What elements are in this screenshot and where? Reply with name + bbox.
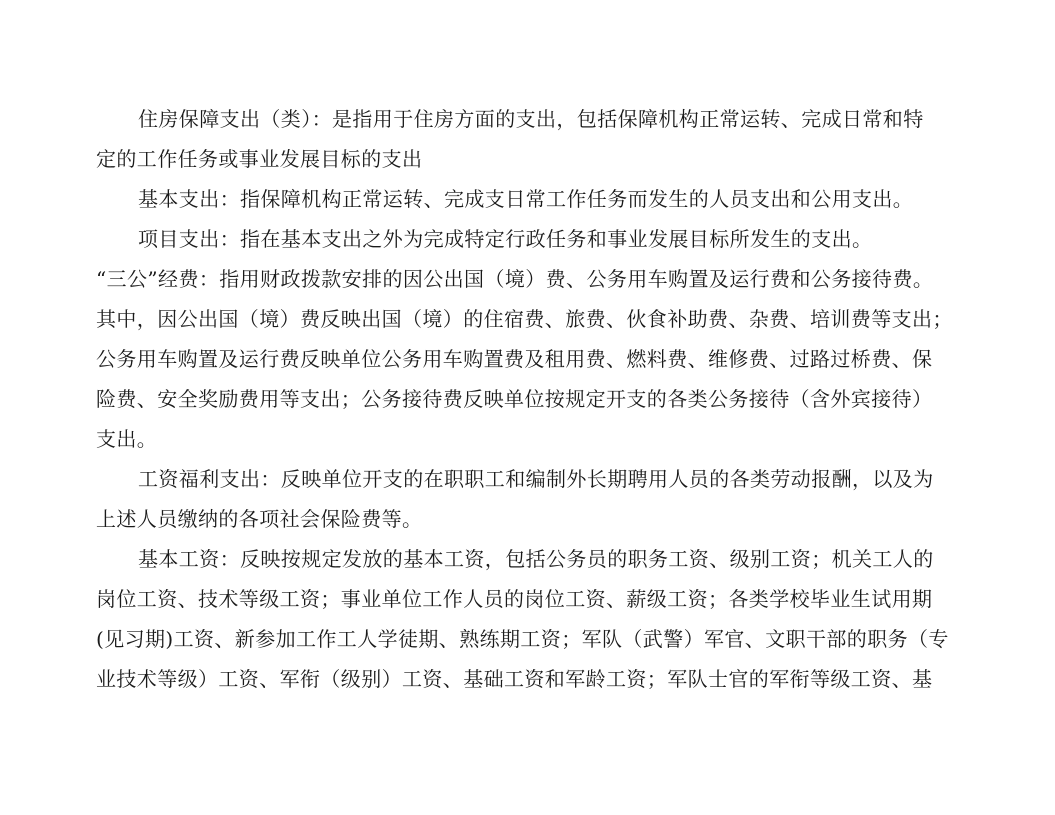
paragraph-three-public-line-3: 公务用车购置及运行费反映单位公务用车购置费及租用费、燃料费、维修费、过路过桥费、保 bbox=[96, 347, 933, 371]
paragraph-three-public-line-5: 支出。 bbox=[96, 427, 158, 451]
paragraph-basic-wages-line-3: (见习期)工资、新参加工作工人学徒期、熟练期工资；军队（武警）军官、文职干部的职务（专 bbox=[96, 627, 949, 651]
paragraph-wages-welfare-line-1: 工资福利支出：反映单位开支的在职职工和编制外长期聘用人员的各类劳动报酬，以及为 bbox=[138, 467, 934, 491]
paragraph-basic-wages-line-4: 业技术等级）工资、军衔（级别）工资、基础工资和军龄工资；军队士官的军衔等级工资、基 bbox=[96, 667, 933, 691]
paragraph-project-expenditure: 项目支出：指在基本支出之外为完成特定行政任务和事业发展目标所发生的支出。 bbox=[138, 227, 873, 251]
paragraph-basic-wages-line-2: 岗位工资、技术等级工资；事业单位工作人员的岗位工资、薪级工资；各类学校毕业生试用期 bbox=[96, 587, 933, 611]
paragraph-basic-wages-line-1: 基本工资：反映按规定发放的基本工资，包括公务员的职务工资、级别工资；机关工人的 bbox=[138, 547, 934, 571]
paragraph-basic-expenditure: 基本支出：指保障机构正常运转、完成支日常工作任务而发生的人员支出和公用支出。 bbox=[138, 187, 914, 211]
paragraph-wages-welfare-line-2: 上述人员缴纳的各项社会保险费等。 bbox=[96, 507, 423, 531]
paragraph-housing-line-2: 定的工作任务或事业发展目标的支出 bbox=[96, 147, 423, 171]
paragraph-three-public-line-1: “三公”经费：指用财政拨款安排的因公出国（境）费、公务用车购置及运行费和公务接待费。 bbox=[96, 267, 934, 291]
paragraph-housing-line-1: 住房保障支出（类）：是指用于住房方面的支出，包括保障机构正常运转、完成日常和特 bbox=[138, 107, 924, 131]
paragraph-three-public-line-2: 其中，因公出国（境）费反映出国（境）的住宿费、旅费、伙食补助费、杂费、培训费等支出； bbox=[96, 307, 953, 331]
paragraph-three-public-line-4: 险费、安全奖励费用等支出；公务接待费反映单位按规定开支的各类公务接待（含外宾接待） bbox=[96, 387, 933, 411]
